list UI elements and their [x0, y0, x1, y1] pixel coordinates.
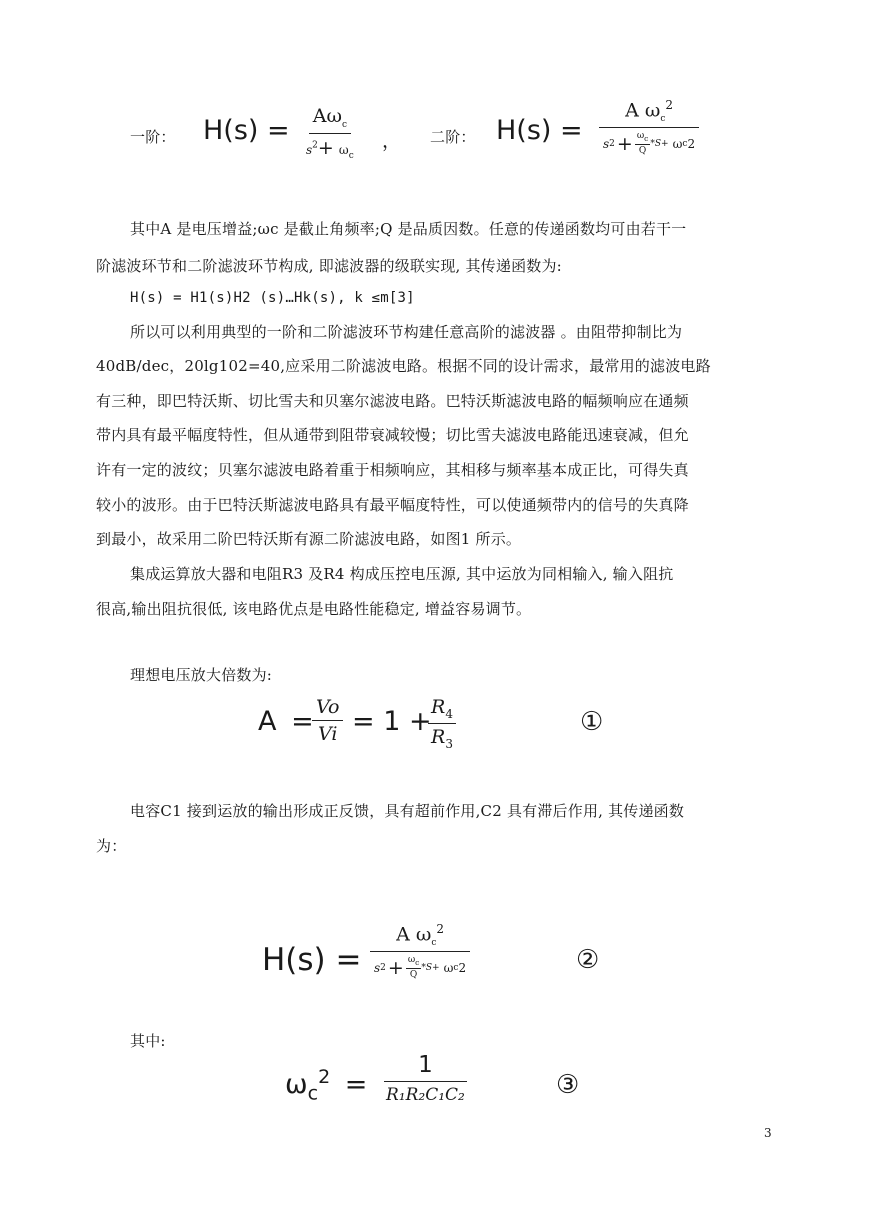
- label-second-order: 二阶：: [430, 128, 476, 146]
- lhs-text: H(s): [262, 942, 326, 978]
- lhs-text: A: [258, 706, 277, 737]
- equals-sign: =: [291, 706, 314, 737]
- paragraph-line: 理想电压放大倍数为:: [130, 666, 273, 684]
- equation-marker-3: ③: [556, 1070, 580, 1100]
- page-number: 3: [764, 1126, 772, 1140]
- paragraph-line: 到最小，故采用二阶巴特沃斯有源二阶滤波电路，如图1 所示。: [96, 530, 522, 548]
- fraction-denominator: [428, 724, 456, 751]
- num-text: A ω: [625, 99, 661, 122]
- eq2-lhs: [262, 942, 362, 978]
- inner-denominator: Q: [409, 969, 418, 980]
- first-order-fraction: [300, 105, 360, 161]
- sup-2: 2: [380, 962, 386, 973]
- inner-numerator: [635, 131, 651, 145]
- fraction-numerator: [428, 696, 456, 724]
- eq1-fraction-r4-r3: [428, 696, 456, 751]
- equals-sign: =: [344, 1069, 368, 1100]
- plus-sign: +: [387, 956, 404, 979]
- label-first-order: 一阶：: [130, 128, 176, 146]
- inner-numerator: [406, 955, 422, 969]
- sup-2: 2: [609, 138, 615, 149]
- den-tail: *S+: [650, 138, 669, 149]
- sub-c: c: [431, 938, 437, 949]
- eq2-fraction: [368, 922, 472, 980]
- r-sub: 4: [445, 706, 453, 721]
- inner-omega: ω: [407, 955, 416, 966]
- paragraph-line: 很高,输出阻抗很低, 该电路优点是电路性能稳定, 增益容易调节。: [96, 600, 532, 618]
- den-omega: ω: [672, 136, 683, 151]
- lhs-sub: c: [307, 1082, 319, 1105]
- first-order-lhs: [203, 115, 290, 146]
- plus-sign: +: [317, 136, 334, 159]
- sup-2: 2: [687, 136, 696, 151]
- den-omega: ω: [443, 960, 454, 975]
- sub-c: c: [348, 150, 354, 161]
- inner-denominator: Q: [638, 145, 647, 156]
- num-text: Aω: [312, 105, 342, 127]
- eq1-lhs: [258, 706, 314, 737]
- fraction-numerator: Vo: [312, 696, 343, 721]
- num-text: A ω: [396, 923, 432, 946]
- den-s: s: [306, 142, 313, 157]
- sub-c: c: [341, 119, 348, 130]
- eq3-fraction: [380, 1052, 471, 1105]
- equals-sign: =: [335, 942, 362, 978]
- lhs-omega: ω: [285, 1069, 308, 1100]
- paragraph-line: 较小的波形。由于巴特沃斯滤波电路具有最平幅度特性，可以使通频带内的信号的失真降: [96, 496, 689, 514]
- equals-sign: =: [267, 115, 290, 146]
- eq1-one-plus: = 1 +: [352, 706, 432, 737]
- lhs-text: H(s): [496, 115, 552, 146]
- den-s: s: [603, 136, 610, 151]
- fraction-denominator: Vi: [317, 723, 338, 745]
- paragraph-line: 带内具有最平幅度特性，但从通带到阻带衰减较慢；切比雪夫滤波电路能迅速衰减，但允: [96, 426, 689, 444]
- first-order-denominator: [300, 134, 360, 161]
- inner-omega: ω: [636, 131, 645, 142]
- den-omega: ω: [338, 142, 349, 157]
- inner-sub: c: [644, 133, 649, 143]
- lhs-sup: 2: [318, 1066, 331, 1088]
- sub-c: c: [682, 138, 688, 149]
- sup-2: 2: [458, 960, 467, 975]
- paragraph-line: 其中A 是电压增益;ωc 是截止角频率;Q 是品质因数。任意的传递函数均可由若干一: [130, 220, 687, 238]
- equals-sign: =: [560, 115, 583, 146]
- inner-sub: c: [415, 957, 420, 967]
- first-order-numerator: [309, 105, 351, 134]
- inner-fraction: [635, 131, 651, 156]
- r-base: R: [431, 725, 446, 748]
- paragraph-line: 许有一定的波纹；贝塞尔滤波电路着重于相频响应，其相移与频率基本成正比，可得失真: [96, 461, 689, 479]
- eq3-denominator: R₁R₂C₁C₂: [386, 1085, 465, 1105]
- r-base: R: [431, 696, 446, 718]
- second-order-lhs: [496, 115, 583, 146]
- paragraph-line: 阶滤波环节和二阶滤波环节构成, 即滤波器的级联实现, 其传递函数为:: [96, 257, 562, 275]
- paragraph-line: 电容C1 接到运放的输出形成正反馈，具有超前作用,C2 具有滞后作用, 其传递函数: [130, 802, 685, 820]
- second-order-denominator: [597, 128, 701, 156]
- den-tail: *S+: [421, 962, 440, 973]
- eq3-numerator: 1: [384, 1052, 467, 1082]
- paragraph-line: 40dB/dec，20lg102=40,应采用二阶滤波电路。根据不同的设计需求，最常用的滤波电路: [96, 357, 711, 375]
- lhs-text: H(s): [203, 115, 259, 146]
- den-s: s: [374, 960, 381, 975]
- formula-comma: ，: [382, 130, 402, 152]
- sup-2: 2: [436, 922, 445, 936]
- second-order-fraction: [597, 98, 701, 156]
- paragraph-line: 其中:: [130, 1032, 166, 1050]
- plus-sign: +: [616, 132, 633, 155]
- equation-marker-1: ①: [580, 707, 604, 737]
- paragraph-line: 为：: [96, 837, 127, 855]
- sub-c: c: [660, 114, 666, 125]
- sub-c: c: [453, 962, 459, 973]
- paragraph-line: 集成运算放大器和电阻R3 及R4 构成压控电压源, 其中运放为同相输入, 输入阻抗: [130, 565, 674, 583]
- paragraph-line: 所以可以利用典型的一阶和二阶滤波环节构建任意高阶的滤波器 。由阻带抑制比为: [130, 323, 683, 341]
- eq2-denominator: [368, 952, 472, 980]
- inner-fraction: [406, 955, 422, 980]
- eq2-numerator: [370, 922, 470, 952]
- transfer-function-product: H(s) = H1(s)H2 (s)…Hk(s), k ≤m[3]: [130, 290, 415, 306]
- sup-2: 2: [665, 98, 674, 112]
- eq3-lhs: [285, 1066, 367, 1104]
- second-order-numerator: [599, 98, 699, 128]
- eq1-fraction-vo-vi: [312, 696, 343, 745]
- paragraph-line: 有三种，即巴特沃斯、切比雪夫和贝塞尔滤波电路。巴特沃斯滤波电路的幅频响应在通频: [96, 392, 689, 410]
- r-sub: 3: [445, 736, 453, 751]
- equation-marker-2: ②: [576, 945, 600, 975]
- sup-2: 2: [312, 140, 318, 151]
